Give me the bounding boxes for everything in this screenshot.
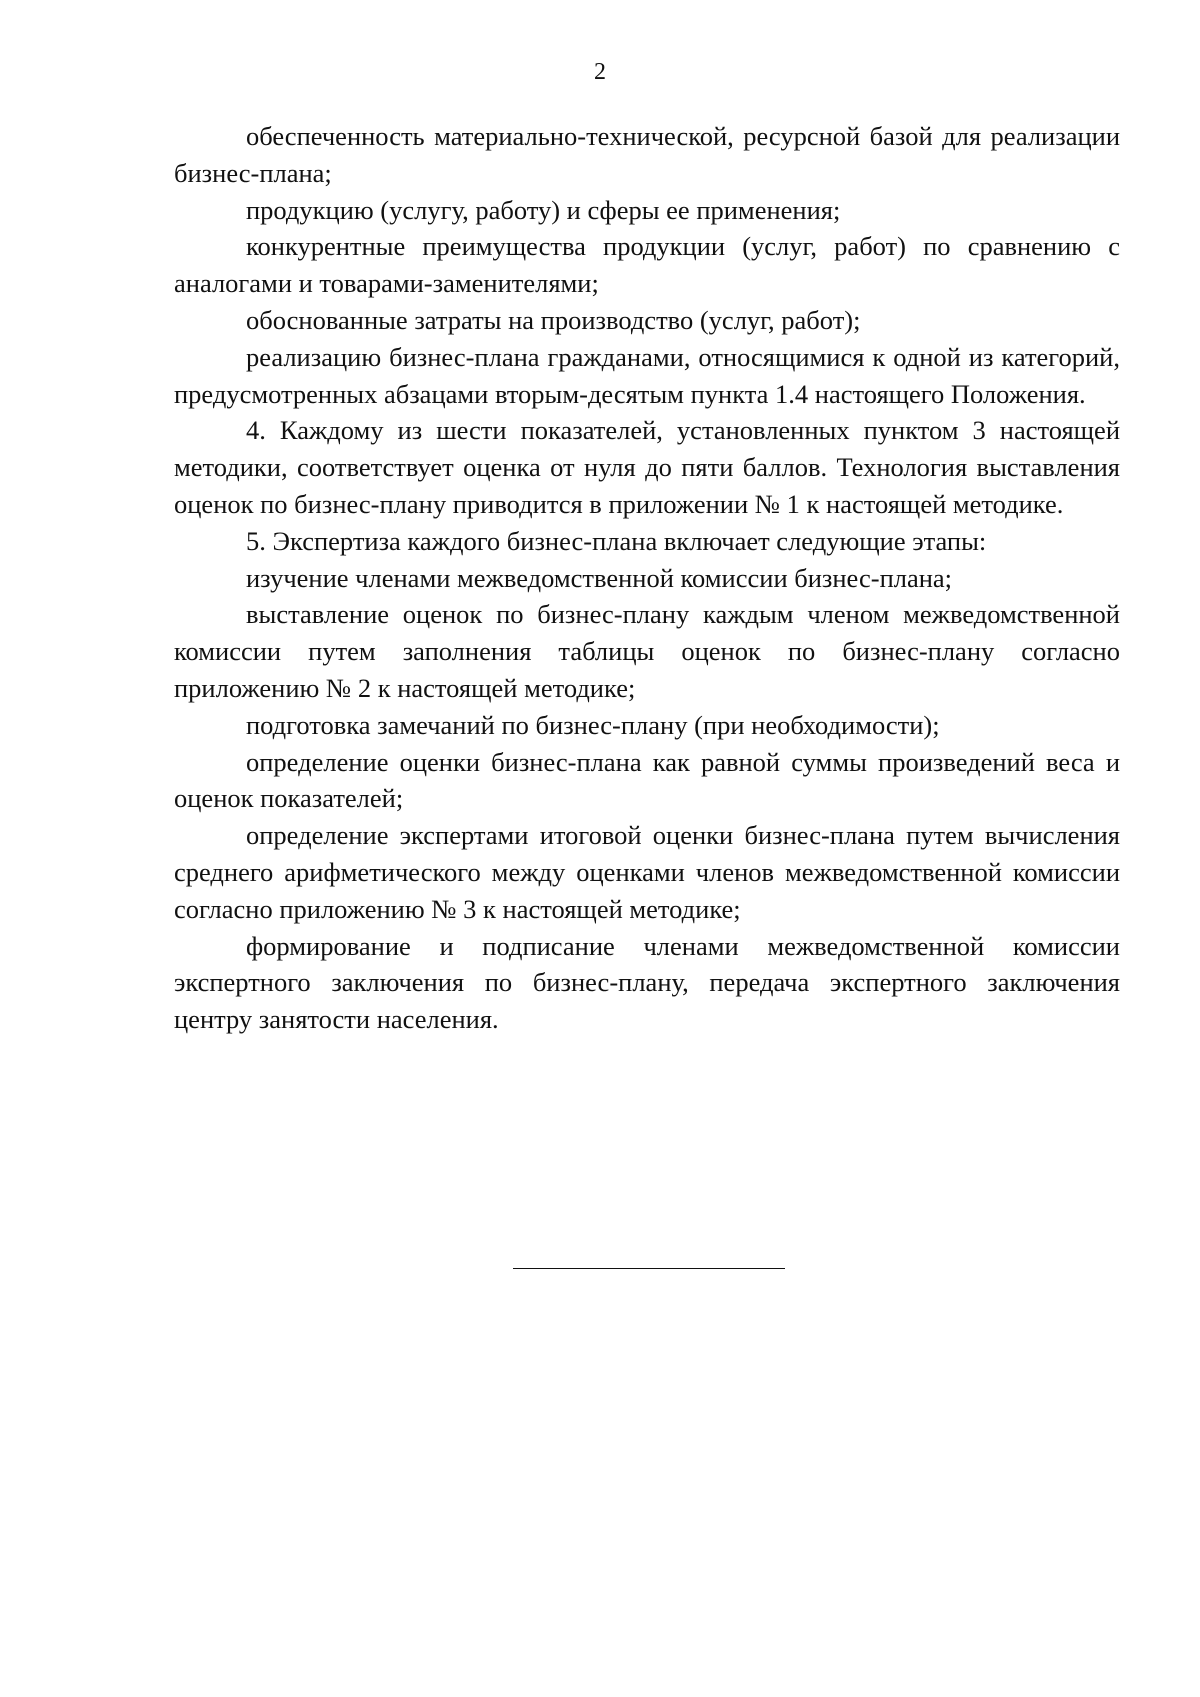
paragraph-stage-study: изучение членами межведомственной комиссии бизнес-плана; — [246, 562, 953, 593]
document-body — [174, 118, 1120, 1038]
paragraph-item-4-scoring: 4. Каждому из шести показателей, установленных пунктом 3 настоящей методики, соответствует оценка от нуля до пяти баллов. Технология выставления оценок по бизнес-плану приводится в приложении № 1 к настоящей методике. — [174, 415, 1120, 519]
paragraph-citizen-categories: реализацию бизнес-плана гражданами, относящимися к одной из категорий, предусмотренных абзацами вторым-десятым пункта 1.4 настоящего Положения. — [174, 341, 1120, 409]
paragraph-item-5-stages: 5. Экспертиза каждого бизнес-плана включает следующие этапы: — [246, 525, 987, 556]
paragraph-production-costs: обоснованные затраты на производство (услуг, работ); — [246, 304, 861, 335]
paragraph-product-scope: продукцию (услугу, работу) и сферы ее применения; — [246, 194, 841, 225]
paragraph-stage-final-score: определение экспертами итоговой оценки бизнес-плана путем вычисления среднего арифметического между оценками членов межведомственной комиссии согласно приложению № 3 к настоящей методике; — [174, 820, 1120, 924]
paragraph-material-base: обеспеченность материально-технической, ресурсной базой для реализации бизнес-плана; — [174, 121, 1120, 188]
paragraph-competitive-advantages: конкурентные преимущества продукции (услуг, работ) по сравнению с аналогами и товарами-заменителями; — [174, 231, 1120, 299]
paragraph-stage-rating: выставление оценок по бизнес-плану каждым членом межведомственной комиссии путем заполнения таблицы оценок по бизнес-плану согласно приложению № 2 к настоящей методике; — [174, 599, 1120, 703]
paragraph-stage-score-calc: определение оценки бизнес-плана как равной суммы произведений веса и оценок показателей; — [174, 746, 1120, 814]
paragraph-stage-remarks: подготовка замечаний по бизнес-плану (при необходимости); — [246, 709, 940, 740]
end-separator-line — [513, 1268, 785, 1269]
paragraph-stage-conclusion: формирование и подписание членами межведомственной комиссии экспертного заключения по бизнес-плану, передача экспертного заключения центру занятости населения. — [174, 930, 1120, 1035]
page-number: 2 — [594, 59, 606, 85]
